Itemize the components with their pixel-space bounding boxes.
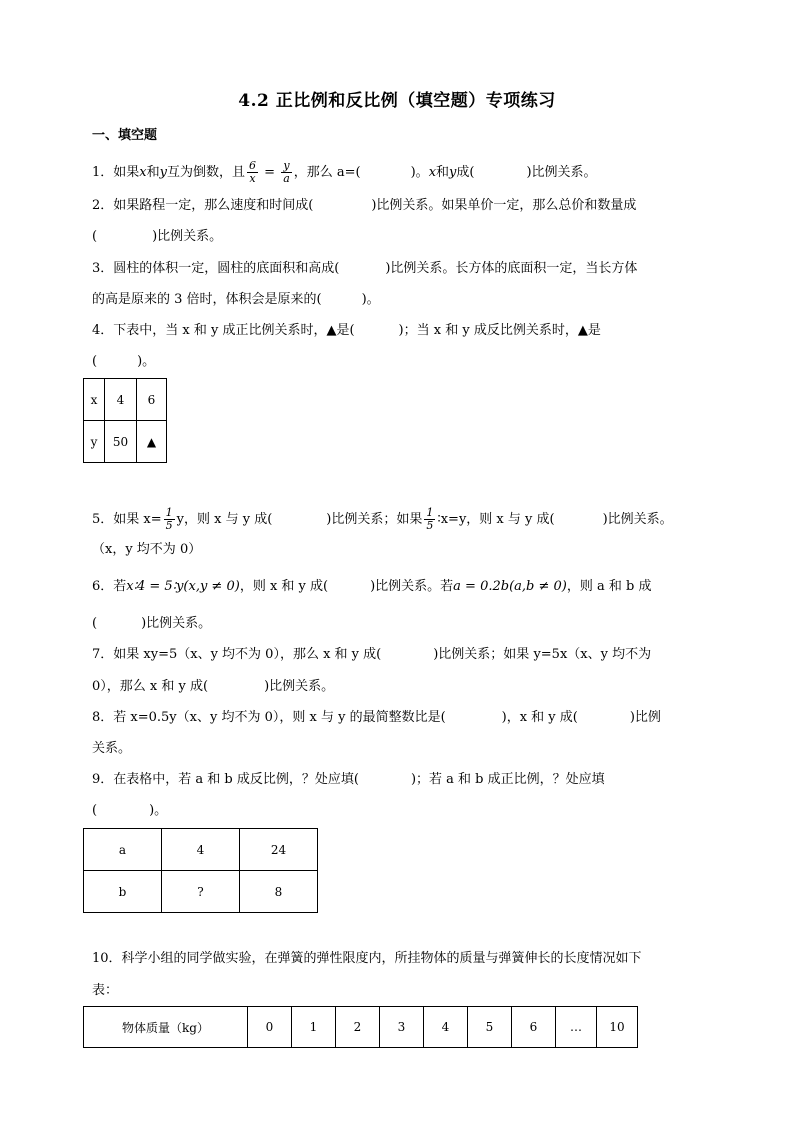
q4-table bbox=[83, 378, 167, 463]
table-row: 物体质量（kg） 0 1 2 3 4 5 6 … 10 bbox=[84, 1007, 638, 1048]
question-5-line-2: （x，y 均不为 0） bbox=[92, 542, 202, 557]
question-4-line-2: ( )。 bbox=[92, 354, 156, 369]
question-6-line-2: ( )比例关系。 bbox=[92, 616, 212, 631]
table-row: y 50 ▲ bbox=[84, 421, 167, 463]
question-3-line-2: 的高是原来的 3 倍时，体积会是原来的( )。 bbox=[92, 292, 380, 307]
question-7-line-2: 0），那么 x 和 y 成( )比例关系。 bbox=[92, 679, 335, 694]
fraction-y-over-a: $\frac{y}{a}$ bbox=[283, 159, 290, 185]
question-3: 3．圆柱的体积一定，圆柱的底面积和高成( )比例关系。长方体的底面积一定，当长方体 bbox=[92, 261, 638, 276]
fraction-1-over-5: $\frac{1}{5}$ bbox=[426, 506, 434, 532]
question-5: 5．如果 x= $\frac{1}{5}$ y，则 x 与 y 成( )比例关系；如果 $\frac{1}{5}$ ∶x=y，则 x 与 y 成( )比例关系。 bbox=[92, 506, 673, 532]
question-2: 2．如果路程一定，那么速度和时间成( )比例关系。如果单价一定，那么总价和数量成 bbox=[92, 198, 637, 213]
question-8-line-2: 关系。 bbox=[92, 741, 132, 756]
question-2-line-2: ( )比例关系。 bbox=[92, 229, 223, 244]
table-row: b ? 8 bbox=[84, 871, 318, 913]
fraction-6-over-x: $\frac{6}{x}$ bbox=[249, 159, 257, 185]
question-9: 9．在表格中，若 a 和 b 成反比例，？处应填( )；若 a 和 b 成正比例，？处应填 bbox=[92, 772, 605, 787]
question-9-line-2: ( )。 bbox=[92, 803, 168, 818]
question-1: 1．如果x和y互为倒数，且 $\frac{6}{x}$ = $\frac{y}{a}$ ，那么 a=( )。x和y成( )比例关系。 bbox=[92, 159, 597, 185]
q9-table bbox=[83, 828, 318, 913]
question-4: 4．下表中，当 x 和 y 成正比例关系时，▲是( )；当 x 和 y 成反比例关系时，▲是 bbox=[92, 323, 601, 338]
section-heading: 一、填空题 bbox=[92, 128, 158, 143]
question-10-line-2: 表： bbox=[92, 983, 119, 998]
q10-table bbox=[83, 1006, 638, 1048]
table-row: x 4 6 bbox=[84, 379, 167, 421]
table-row: a 4 24 bbox=[84, 829, 318, 871]
page-title: 4.2 正比例和反比例（填空题）专项练习 bbox=[238, 91, 556, 111]
question-7: 7．如果 xy=5（x、y 均不为 0），那么 x 和 y 成( )比例关系；如果 y=5x（x、y 均不为 bbox=[92, 647, 652, 662]
fraction-1-over-5: $\frac{1}{5}$ bbox=[165, 506, 173, 532]
question-10: 10．科学小组的同学做实验，在弹簧的弹性限度内，所挂物体的质量与弹簧伸长的长度情况如下 bbox=[92, 951, 642, 966]
question-8: 8．若 x=0.5y（x、y 均不为 0），则 x 与 y 的最简整数比是( )，x 和 y 成( )比例 bbox=[92, 710, 661, 725]
table-header-cell: 物体质量（kg） bbox=[84, 1007, 248, 1048]
question-6: 6．若x∶4 = 5∶y(x,y ≠ 0)，则 x 和 y 成( )比例关系。若a = 0.2b(a,b ≠ 0)，则 a 和 b 成 bbox=[92, 579, 652, 594]
